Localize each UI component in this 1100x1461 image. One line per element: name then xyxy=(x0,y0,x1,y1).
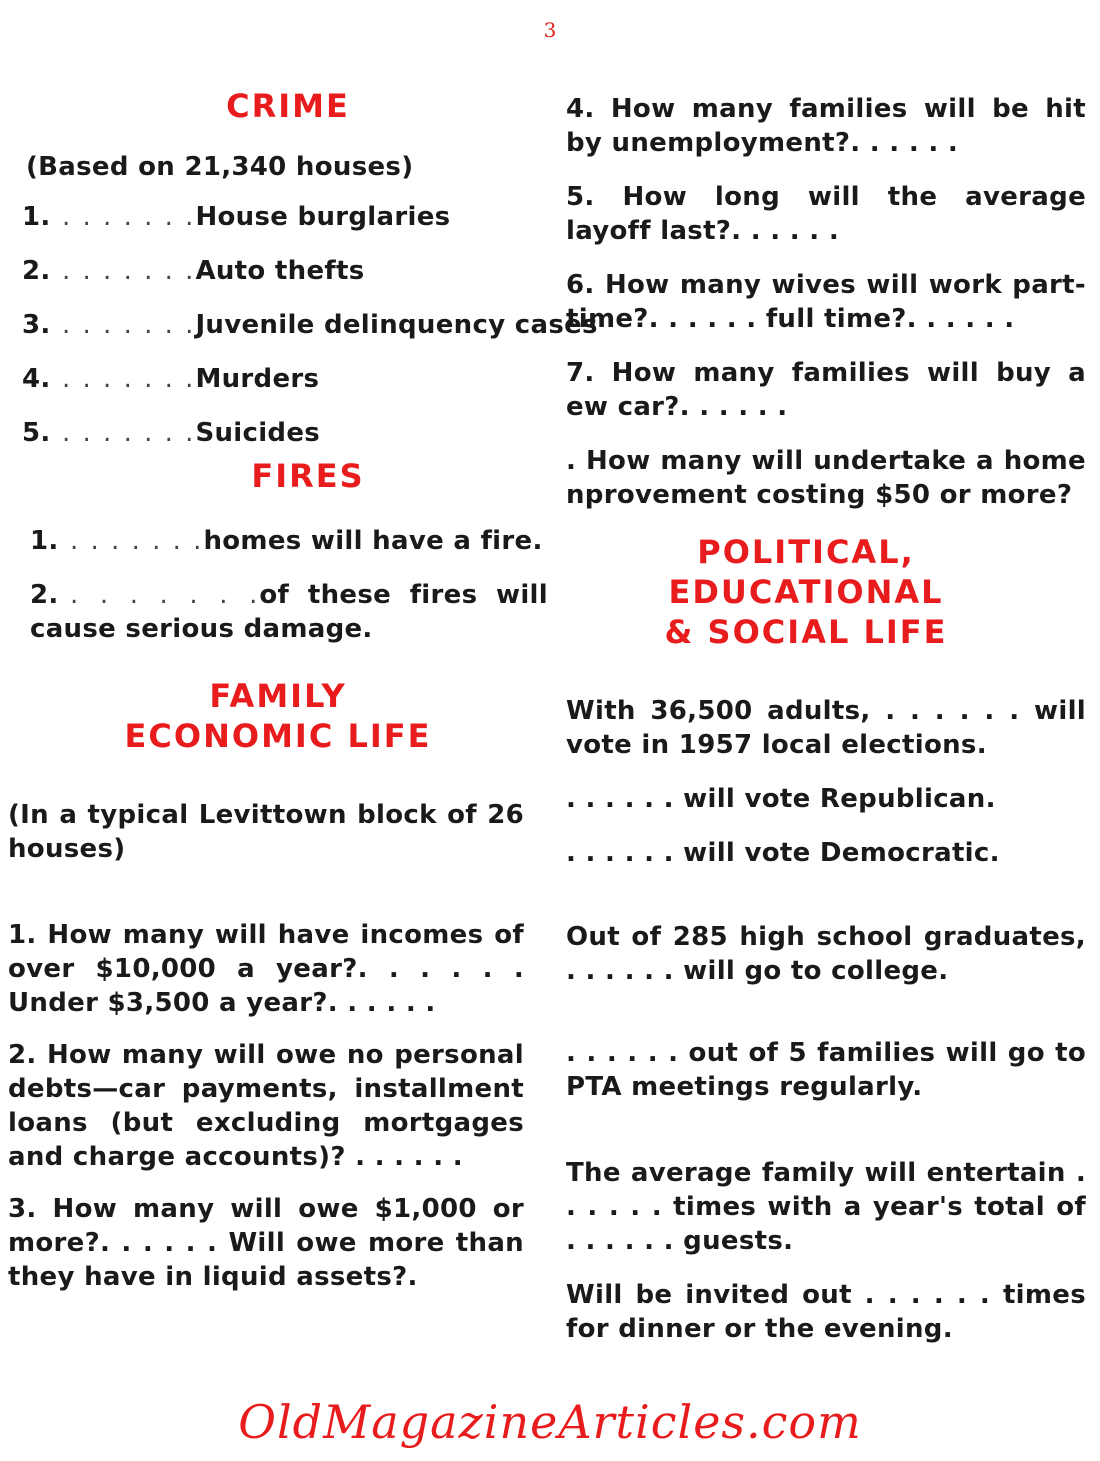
family-heading xyxy=(8,676,548,756)
crime-item: 2. . . . . . . .Auto thefts xyxy=(22,256,365,286)
crime-intro: (Based on 21,340 houses) xyxy=(26,152,414,182)
crime-item: 4. . . . . . . .Murders xyxy=(22,364,320,394)
family-question-6: 6. How many wives will work part-time?. . . . . . full time?. . . . . . xyxy=(566,270,1086,334)
political-heading-line3: & SOCIAL LIFE xyxy=(664,613,948,651)
family-heading-line1: FAMILY xyxy=(209,677,347,715)
vote-text: With 36,500 adults, . . . . . . will vote in 1957 local elections. xyxy=(566,696,1086,760)
family-question-2: 2. How many will owe no personal debts—car payments, installment loans (but excluding mortgages and charge accounts)? . . . . . . xyxy=(8,1040,524,1172)
fires-item: 1. . . . . . . .homes will have a fire. xyxy=(30,526,543,556)
right-column xyxy=(566,86,1086,1346)
political-section xyxy=(566,694,1086,1346)
family-question-1: 1. How many will have incomes of over $10,000 a year?. . . . . . Under $3,500 a year?. . . . . . xyxy=(8,920,524,1018)
crime-heading: CRIME xyxy=(226,87,350,125)
page-number: 3 xyxy=(543,18,557,42)
site-logo: OldMagazineArticles.com xyxy=(238,1395,862,1449)
republican-text: . . . . . . will vote Republican. xyxy=(566,784,996,814)
fires-heading: FIRES xyxy=(251,457,365,495)
entertain-text: The average family will entertain . . . . . . times with a year's total of . . . . . . guests. xyxy=(566,1158,1086,1256)
invited-text: Will be invited out . . . . . . times for dinner or the evening. xyxy=(566,1280,1086,1344)
family-question-3: 3. How many will owe $1,000 or more?. . . . . . Will owe more than they have in liquid assets?. xyxy=(8,1194,524,1292)
crime-item: 3. . . . . . . .Juvenile delinquency cases xyxy=(22,310,598,340)
family-intro: (In a typical Levittown block of 26 houses) xyxy=(8,800,524,864)
political-heading-line1: POLITICAL, xyxy=(697,533,915,571)
crime-item: 1. . . . . . . .House burglaries xyxy=(22,202,451,232)
family-questions-continued xyxy=(566,92,1086,512)
crime-list xyxy=(22,200,598,456)
family-question-7: 7. How many families will buy a ew car?. . . . . . xyxy=(566,358,1086,422)
college-text: Out of 285 high school graduates, . . . . . . will go to college. xyxy=(566,922,1086,986)
political-heading xyxy=(566,532,1086,652)
fires-item: 2. . . . . . . .of these fires will cause serious damage. xyxy=(30,580,548,644)
crime-item: 5. . . . . . . .Suicides xyxy=(22,418,321,448)
pta-text: . . . . . . out of 5 families will go to PTA meetings regularly. xyxy=(566,1038,1086,1102)
democratic-text: . . . . . . will vote Democratic. xyxy=(566,838,1000,868)
family-question-4: 4. How many families will be hit by unemployment?. . . . . . xyxy=(566,94,1086,158)
family-section xyxy=(8,798,524,1294)
family-question-8: . How many will undertake a home nprovement costing $50 or more? xyxy=(566,446,1086,510)
family-question-5: 5. How long will the average layoff last?. . . . . . xyxy=(566,182,1086,246)
political-heading-line2: EDUCATIONAL xyxy=(668,573,944,611)
left-column xyxy=(8,86,598,1294)
fires-list xyxy=(30,524,548,646)
family-heading-line2: ECONOMIC LIFE xyxy=(124,717,432,755)
